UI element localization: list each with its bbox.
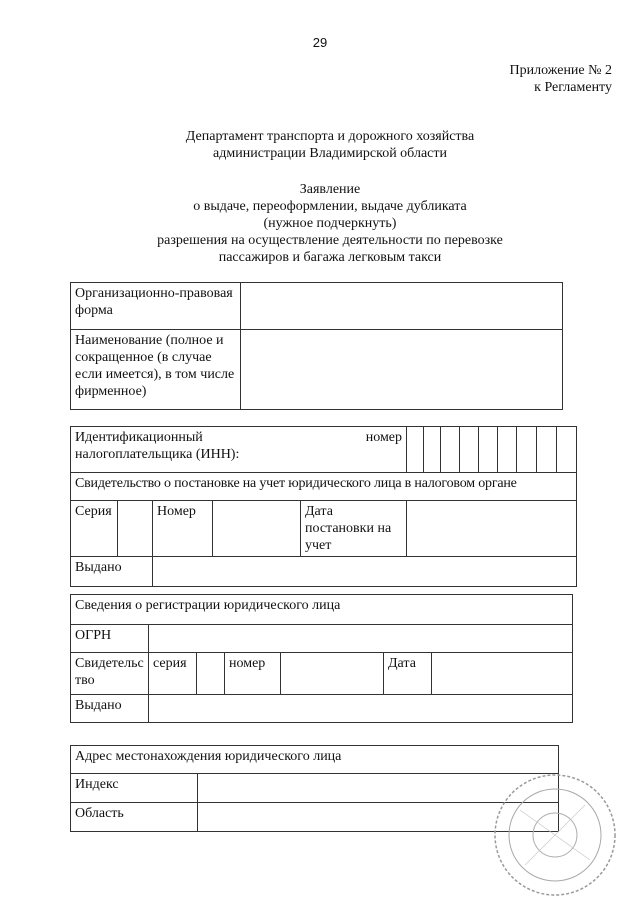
org-form-field[interactable] [241, 283, 563, 330]
inn-digit-box[interactable] [441, 427, 460, 473]
department-line1: Департамент транспорта и дорожного хозяйства [185, 129, 475, 144]
reg-number-field[interactable] [281, 653, 384, 695]
inn-label-line2: налогоплательщика (ИНН): [75, 447, 240, 462]
registration-table [70, 594, 573, 723]
tax-issued-label: Выдано [71, 557, 153, 587]
reg-issued-field[interactable] [149, 695, 573, 723]
inn-digit-box[interactable] [517, 427, 537, 473]
page-number: 29 [312, 35, 328, 50]
inn-digit-box[interactable] [424, 427, 441, 473]
inn-digit-box[interactable] [407, 427, 424, 473]
ogrn-field[interactable] [149, 625, 573, 653]
org-name-label: Наименование (полное и сокращенное (в случае если имеется), в том числе фирменное) [71, 330, 241, 410]
inn-digit-box[interactable] [537, 427, 557, 473]
annex-line2: к Регламенту [534, 80, 612, 95]
tax-series-field[interactable] [118, 501, 153, 557]
inn-label [71, 427, 407, 473]
inn-digit-box[interactable] [498, 427, 517, 473]
application-line1: о выдаче, переоформлении, выдаче дубликата [193, 199, 467, 214]
application-line3: разрешения на осуществление деятельности по перевозке [157, 233, 503, 248]
inn-label-left: Идентификационный [75, 430, 203, 445]
tax-issued-field[interactable] [153, 557, 577, 587]
inn-label-right: номер [365, 430, 403, 445]
inn-digit-box[interactable] [460, 427, 479, 473]
department-heading [60, 128, 600, 162]
application-line2: (нужное подчеркнуть) [263, 216, 397, 231]
registration-header: Сведения о регистрации юридического лица [71, 595, 573, 625]
reg-number-label: номер [225, 653, 281, 695]
tax-number-field[interactable] [213, 501, 301, 557]
department-line2: администрации Владимирской области [213, 146, 447, 161]
reg-series-label: серия [149, 653, 197, 695]
org-form-label: Организационно-правовая форма [71, 283, 241, 330]
reg-issued-label: Выдано [71, 695, 149, 723]
tax-cert-header: Свидетельство о постановке на учет юридического лица в налоговом органе [71, 473, 577, 501]
reg-date-label: Дата [384, 653, 432, 695]
reg-certificate-label: Свидетельство [71, 653, 149, 695]
ogrn-label: ОГРН [71, 625, 149, 653]
application-line4: пассажиров и багажа легковым такси [218, 250, 442, 265]
tax-reg-date-label: Дата постановки на учет [301, 501, 407, 557]
inn-digit-box[interactable] [479, 427, 498, 473]
annex-reference [510, 62, 613, 96]
annex-line1: Приложение № 2 [509, 63, 612, 78]
address-header: Адрес местонахождения юридического лица [71, 746, 559, 774]
application-title: Заявление [299, 182, 361, 197]
address-region-label: Область [71, 803, 198, 832]
address-index-label: Индекс [71, 774, 198, 803]
tax-series-label: Серия [71, 501, 118, 557]
reg-date-field[interactable] [432, 653, 573, 695]
organization-table [70, 282, 563, 410]
stamp-seal-icon [490, 770, 620, 900]
inn-digit-box[interactable] [557, 427, 577, 473]
address-table [70, 745, 559, 832]
inn-table [70, 426, 577, 587]
tax-reg-date-field[interactable] [407, 501, 577, 557]
reg-series-field[interactable] [197, 653, 225, 695]
application-heading [60, 181, 600, 266]
tax-number-label: Номер [153, 501, 213, 557]
org-name-field[interactable] [241, 330, 563, 410]
